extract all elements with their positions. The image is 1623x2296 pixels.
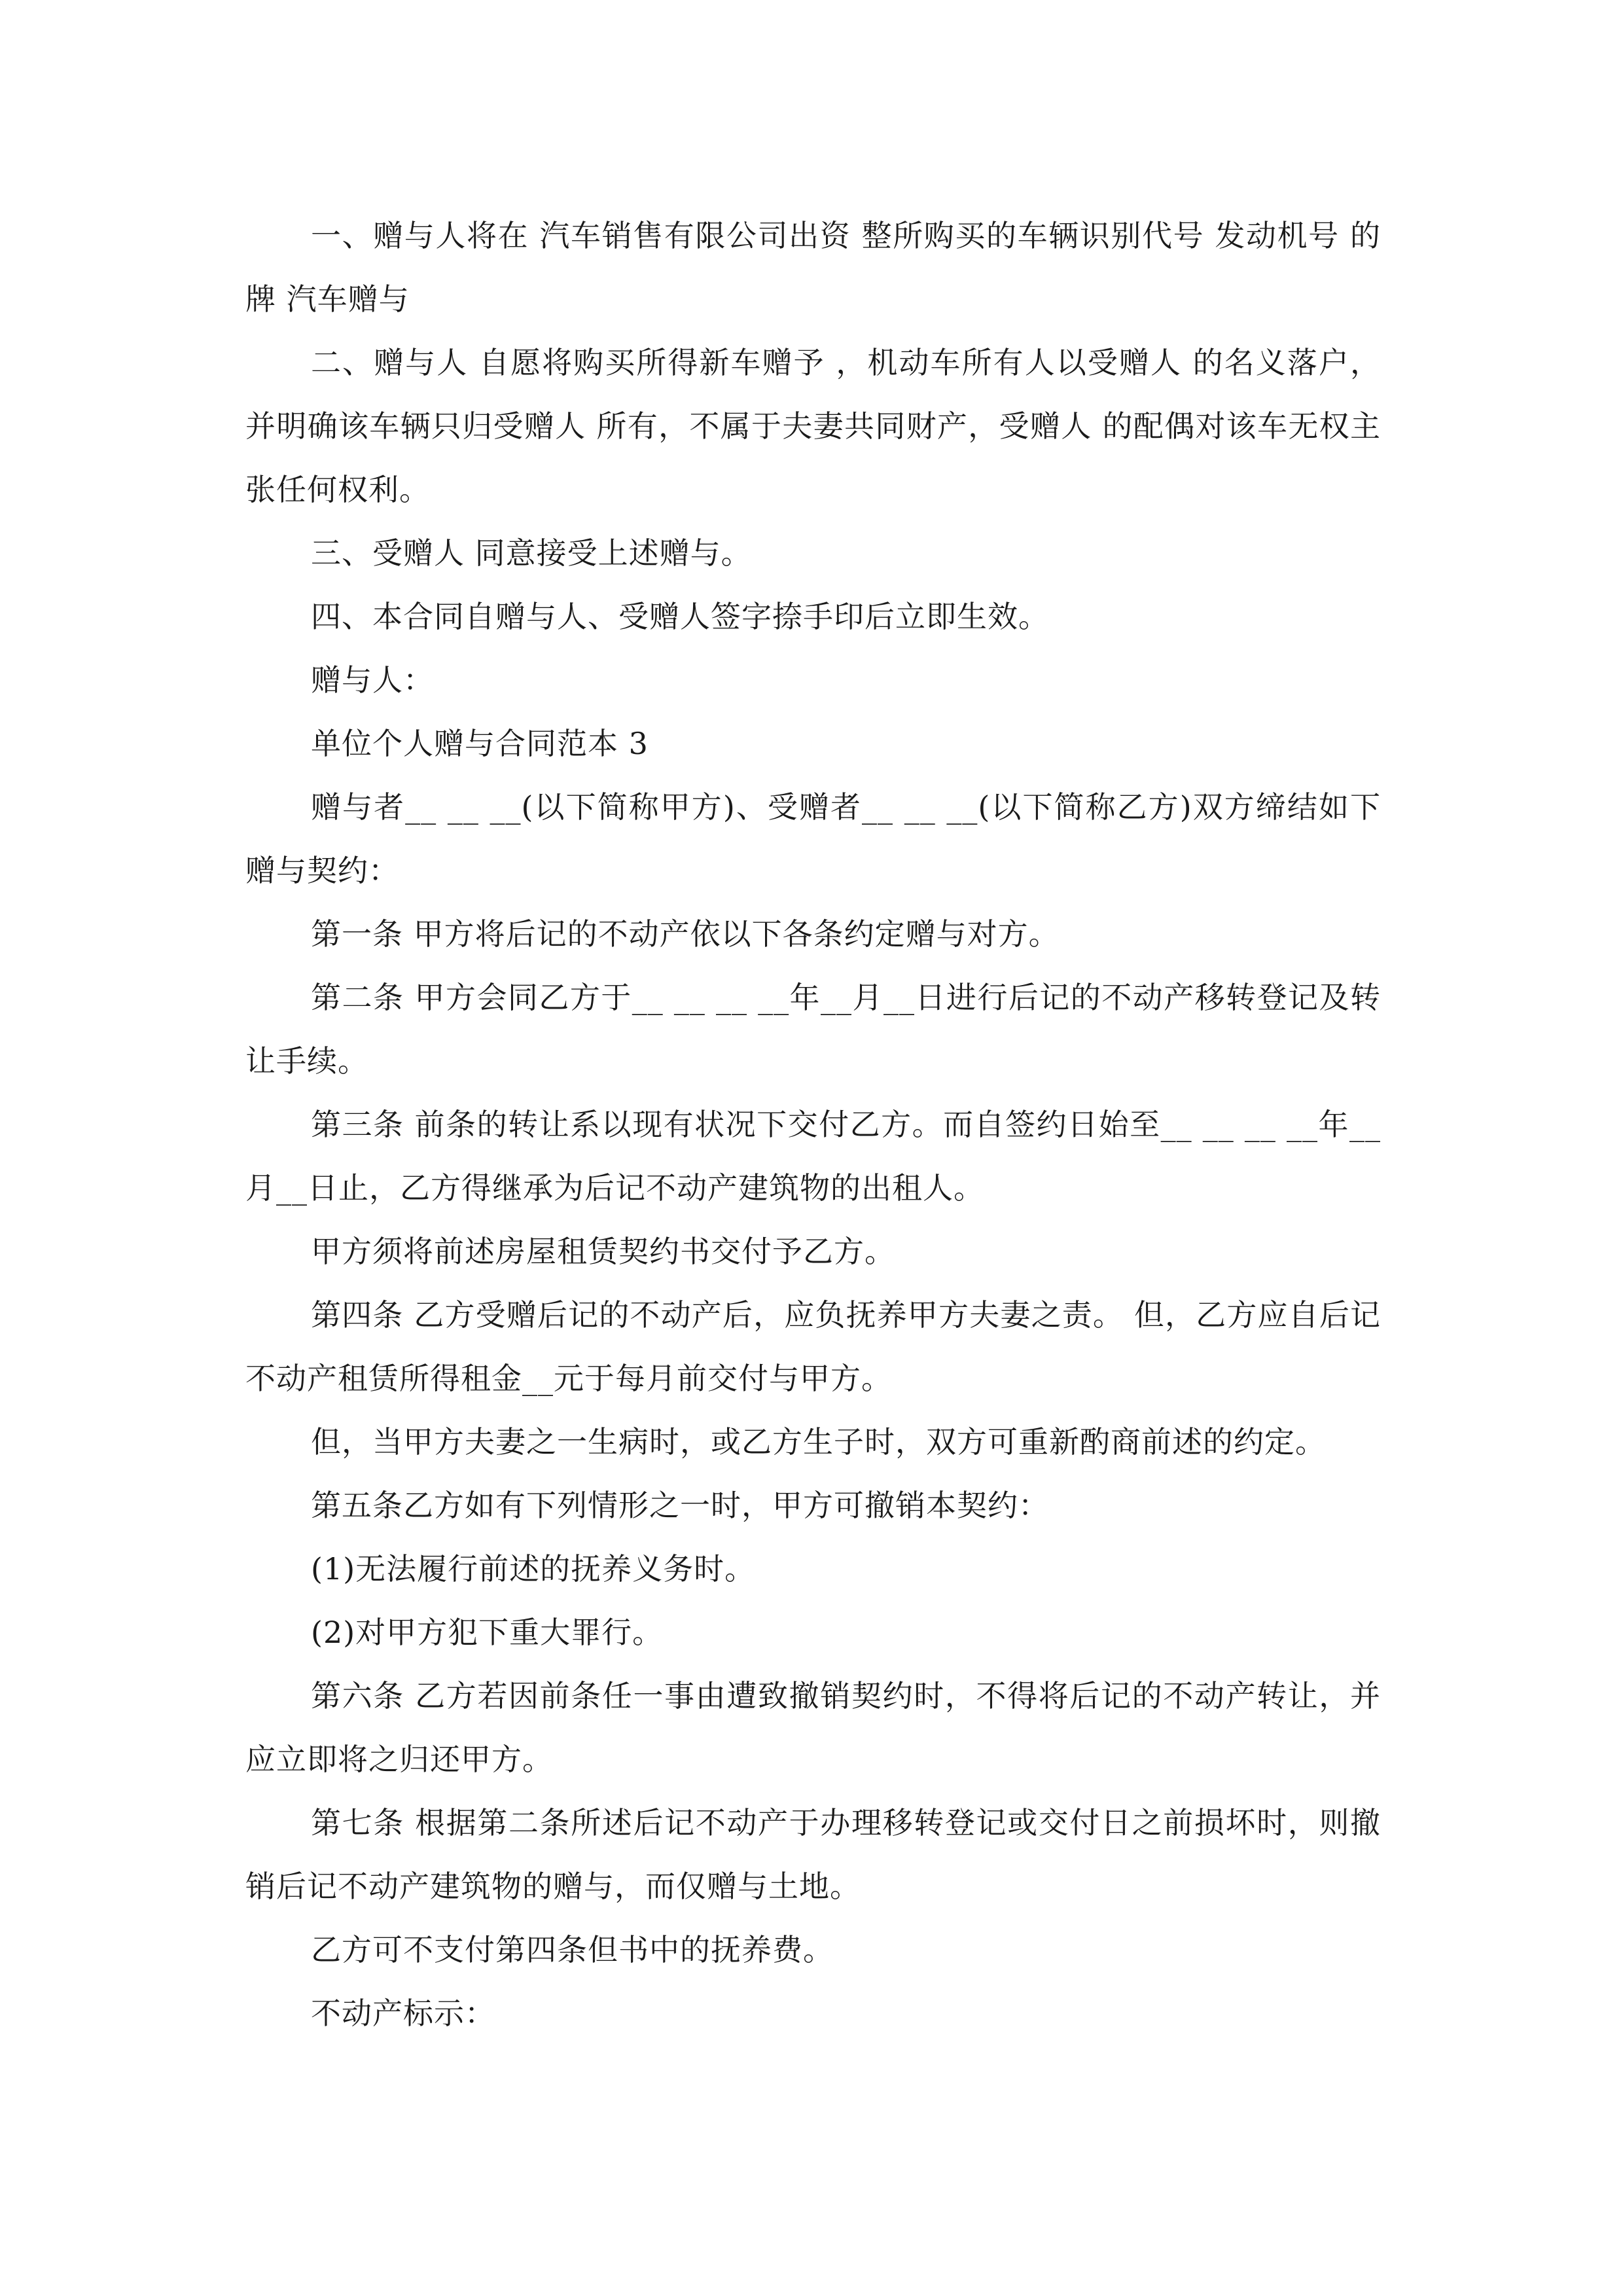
paragraph-article-2: 第二条 甲方会同乙方于__ __ __ __年__月__日进行后记的不动产移转登记及转让手续。 — [245, 980, 1381, 1079]
document-body — [245, 204, 1391, 2045]
paragraph-template-title: 单位个人赠与合同范本 3 — [311, 726, 649, 761]
paragraph-effective: 四、本合同自赠与人、受赠人签字捺手印后立即生效。 — [311, 599, 1049, 634]
paragraph-condition-1: (1)无法履行前述的抚养义务时。 — [311, 1551, 756, 1587]
paragraph-donor-signature: 赠与人： — [311, 662, 434, 698]
paragraph-renegotiation: 但，当甲方夫妻之一生病时，或乙方生子时，双方可重新酌商前述的约定。 — [311, 1424, 1326, 1460]
paragraph-parties: 赠与者__ __ __(以下简称甲方)、受赠者__ __ __(以下简称乙方)双方缔结如下赠与契约： — [245, 789, 1381, 888]
paragraph-article-5: 第五条乙方如有下列情形之一时，甲方可撤销本契约： — [311, 1488, 1049, 1523]
paragraph-lease-delivery: 甲方须将前述房屋租赁契约书交付予乙方。 — [311, 1234, 895, 1269]
paragraph-support-fee: 乙方可不支付第四条但书中的抚养费。 — [311, 1932, 834, 1967]
paragraph-article-7: 第七条 根据第二条所述后记不动产于办理移转登记或交付日之前损坏时，则撤销后记不动产建筑物的赠与，而仅赠与土地。 — [245, 1805, 1381, 1904]
paragraph-article-1: 第一条 甲方将后记的不动产依以下各条约定赠与对方。 — [311, 916, 1060, 952]
paragraph-acceptance: 三、受赠人 同意接受上述赠与。 — [311, 535, 752, 571]
paragraph-property-label: 不动产标示： — [311, 1996, 495, 2031]
paragraph-article-6: 第六条 乙方若因前条任一事由遭致撤销契约时，不得将后记的不动产转让，并应立即将之归还甲方。 — [245, 1678, 1381, 1777]
paragraph-ownership: 二、赠与人 自愿将购买所得新车赠予 ，机动车所有人以受赠人 的名义落户，并明确该车辆只归受赠人 所有，不属于夫妻共同财产，受赠人 的配偶对该车无权主张任何权利。 — [245, 345, 1381, 507]
paragraph-condition-2: (2)对甲方犯下重大罪行。 — [311, 1615, 664, 1650]
paragraph-gift-vehicle: 一、赠与人将在 汽车销售有限公司出资 整所购买的车辆识别代号 发动机号 的 牌 汽车赠与 — [245, 218, 1391, 317]
paragraph-article-4: 第四条 乙方受赠后记的不动产后，应负抚养甲方夫妻之责。 但，乙方应自后记不动产租赁所得租金__元于每月前交付与甲方。 — [245, 1297, 1381, 1396]
paragraph-article-3: 第三条 前条的转让系以现有状况下交付乙方。而自签约日始至__ __ __ __年__月__日止，乙方得继承为后记不动产建筑物的出租人。 — [245, 1107, 1381, 1206]
